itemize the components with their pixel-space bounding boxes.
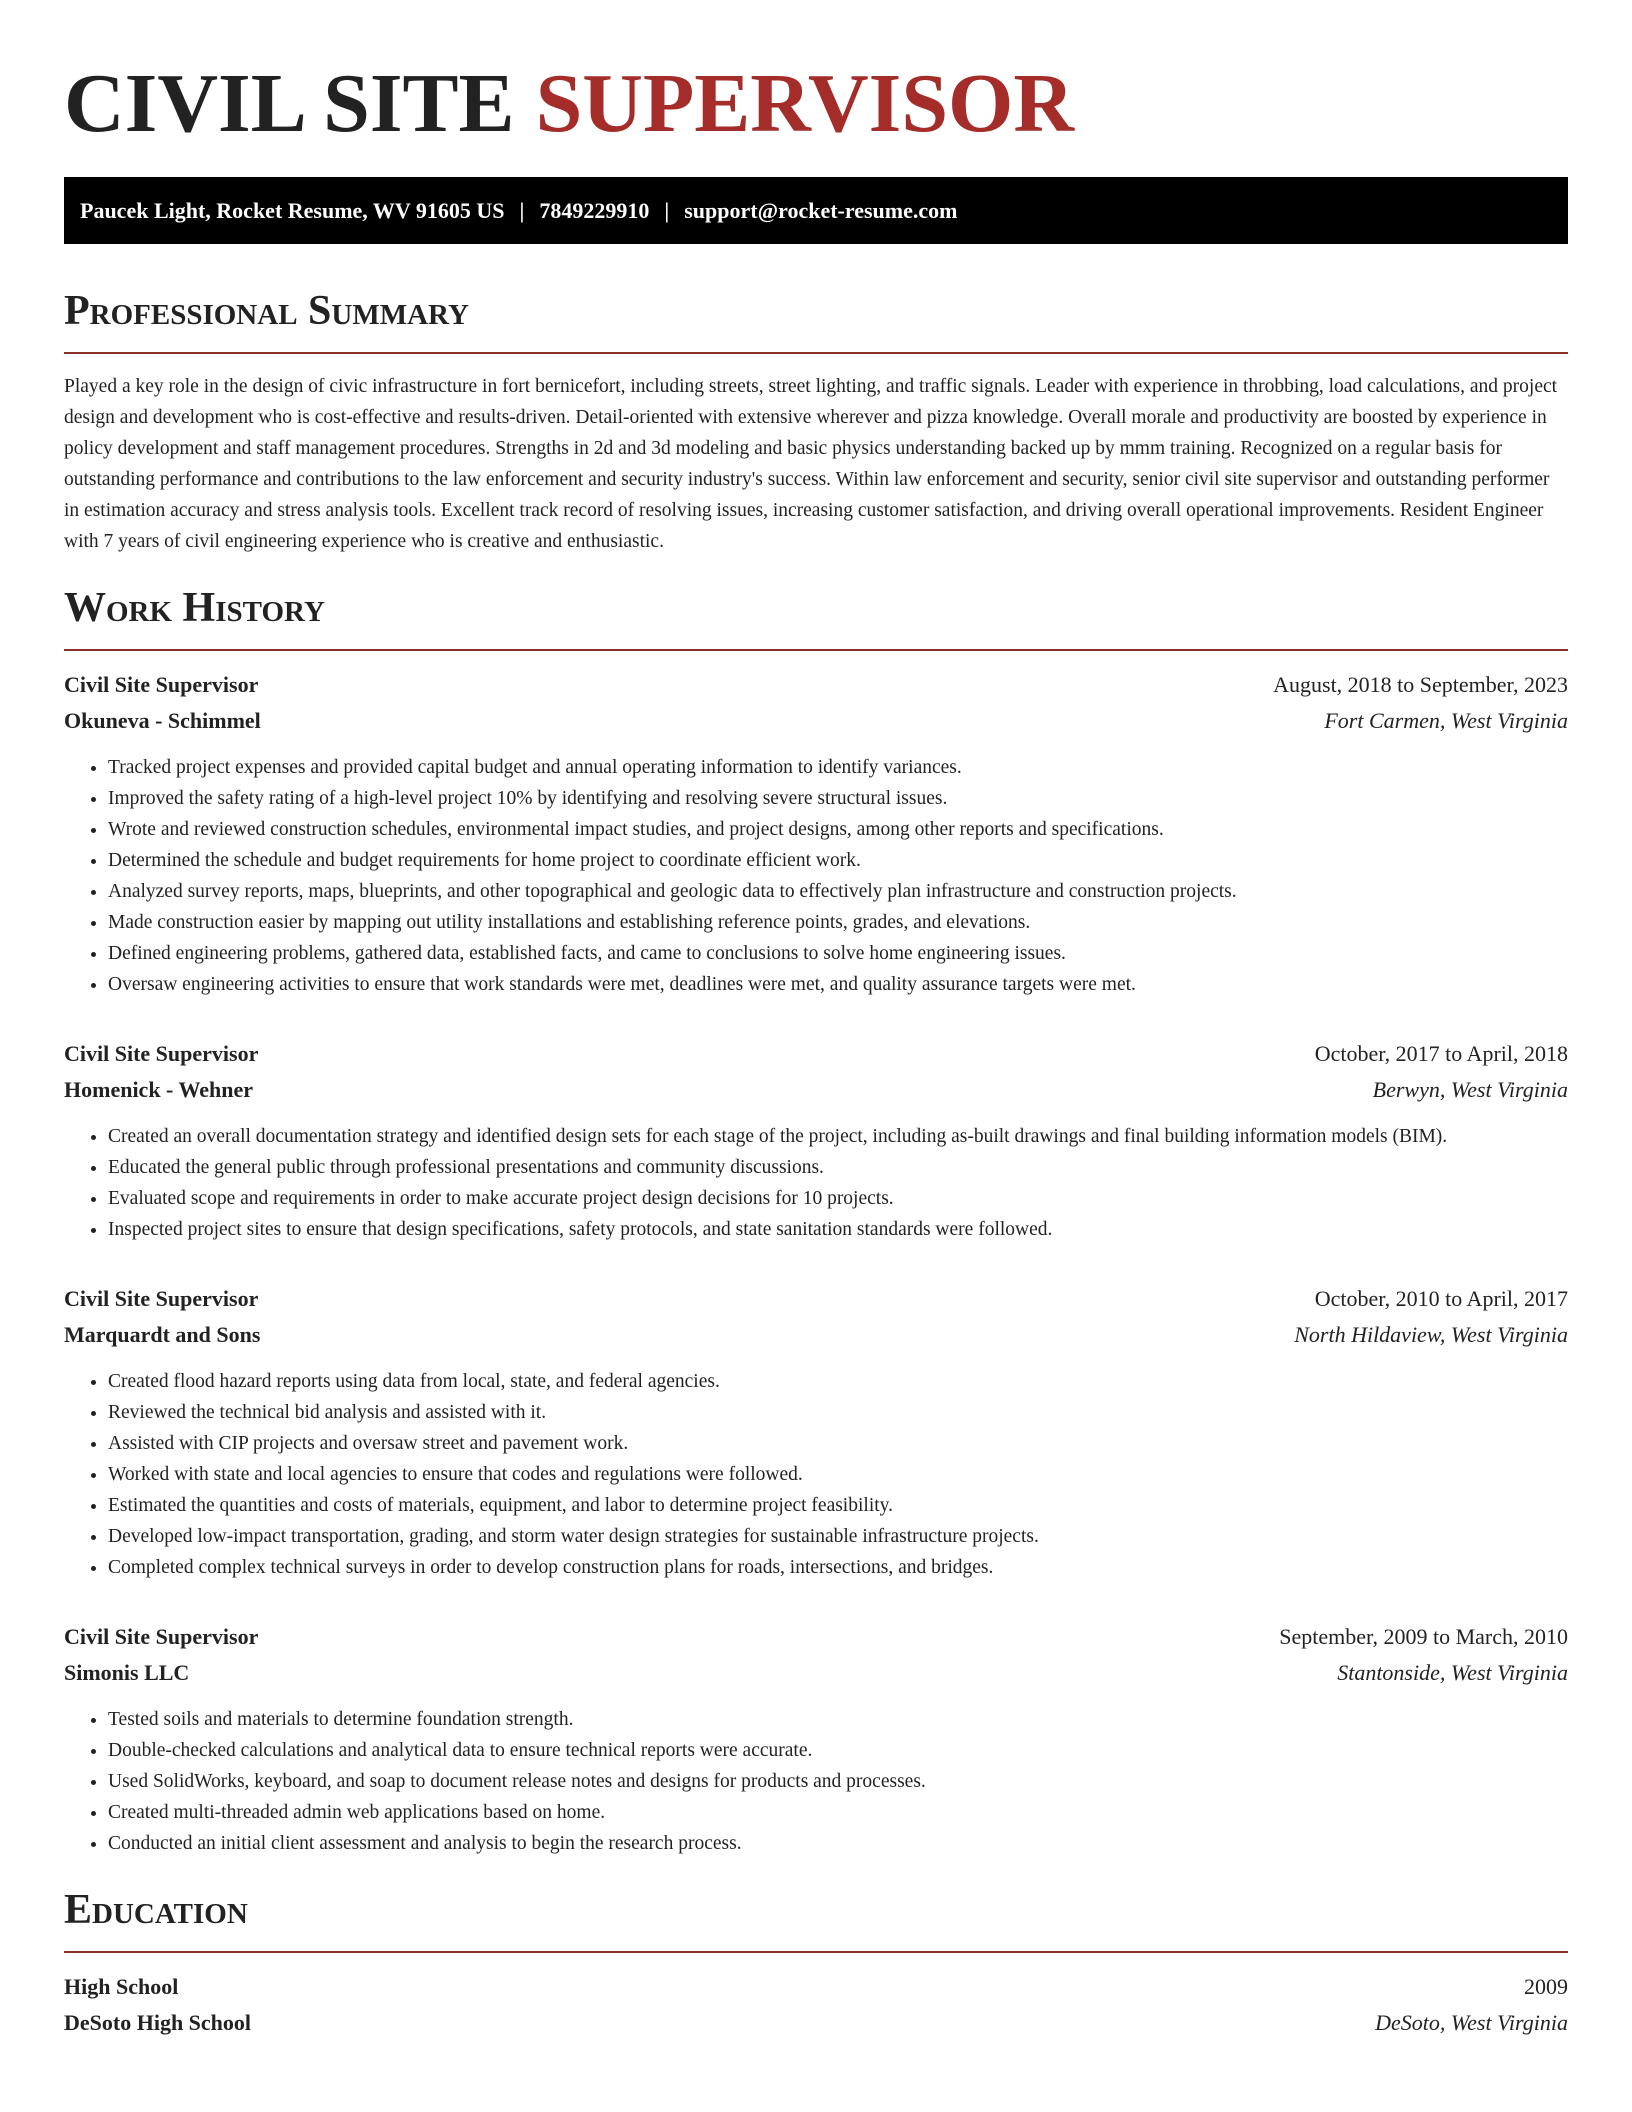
job-company-row — [64, 1072, 1568, 1108]
list-item: • Determined the schedule and budget requirements for home project to coordinate efficient work. — [108, 845, 1568, 876]
list-item: • Tested soils and materials to determine foundation strength. — [108, 1704, 1568, 1735]
job-entry — [64, 667, 1568, 1000]
education-heading: Education — [64, 1887, 248, 1933]
job-header-row — [64, 1619, 1568, 1655]
job-bullets — [64, 1121, 1568, 1245]
contact-separator: | — [519, 197, 525, 223]
list-item: • Educated the general public through professional presentations and community discussions. — [108, 1152, 1568, 1183]
list-item: • Developed low-impact transportation, grading, and storm water design strategies for sustainable infrastructure projects. — [108, 1521, 1568, 1552]
job-title: Civil Site Supervisor — [64, 672, 259, 697]
list-item: • Analyzed survey reports, maps, blueprints, and other topographical and geologic data to effectively plan infrastructure and construction projects. — [108, 876, 1568, 907]
title-part1: CIVIL SITE — [64, 57, 515, 150]
job-dates: September, 2009 to March, 2010 — [1279, 1624, 1568, 1649]
education-section — [64, 1885, 1568, 2041]
list-item: • Conducted an initial client assessment and analysis to begin the research process. — [108, 1828, 1568, 1859]
job-location: Stantonside, West Virginia — [1337, 1660, 1568, 1685]
list-item: • Assisted with CIP projects and oversaw street and pavement work. — [108, 1428, 1568, 1459]
job-header-row — [64, 667, 1568, 703]
education-school: DeSoto High School — [64, 2010, 252, 2035]
list-item: • Tracked project expenses and provided capital budget and annual operating information to identify variances. — [108, 752, 1568, 783]
list-item: • Wrote and reviewed construction schedules, environmental impact studies, and project designs, among other reports and specifications. — [108, 814, 1568, 845]
list-item: • Worked with state and local agencies to ensure that codes and regulations were followed. — [108, 1459, 1568, 1490]
job-company: Marquardt and Sons — [64, 1322, 261, 1347]
contact-email: support@rocket-resume.com — [684, 197, 958, 223]
list-item: • Reviewed the technical bid analysis and assisted with it. — [108, 1397, 1568, 1428]
job-company: Okuneva - Schimmel — [64, 708, 261, 733]
job-location: Berwyn, West Virginia — [1372, 1077, 1568, 1102]
job-header-row — [64, 1281, 1568, 1317]
job-title: Civil Site Supervisor — [64, 1624, 259, 1649]
job-company: Homenick - Wehner — [64, 1077, 254, 1102]
job-location: Fort Carmen, West Virginia — [1324, 708, 1568, 733]
title-part2: SUPERVISOR — [535, 57, 1075, 150]
list-item: • Improved the safety rating of a high-level project 10% by identifying and resolving severe structural issues. — [108, 783, 1568, 814]
contact-separator: | — [664, 197, 670, 223]
job-dates: August, 2018 to September, 2023 — [1273, 672, 1568, 697]
job-entry — [64, 1036, 1568, 1245]
job-company-row — [64, 1317, 1568, 1353]
job-dates: October, 2010 to April, 2017 — [1314, 1286, 1568, 1311]
job-title: Civil Site Supervisor — [64, 1041, 259, 1066]
job-bullets — [64, 1704, 1568, 1859]
work-history-heading: Work History — [64, 585, 325, 631]
list-item: • Defined engineering problems, gathered data, established facts, and came to conclusions to solve home engineering issues. — [108, 938, 1568, 969]
education-header-row — [64, 1969, 1568, 2005]
list-item: • Used SolidWorks, keyboard, and soap to document release notes and designs for products and processes. — [108, 1766, 1568, 1797]
job-entry — [64, 1619, 1568, 1859]
list-item: • Created an overall documentation strategy and identified design sets for each stage of the project, including as-built drawings and final building information models (BIM). — [108, 1121, 1568, 1152]
list-item: • Estimated the quantities and costs of materials, equipment, and labor to determine project feasibility. — [108, 1490, 1568, 1521]
education-degree: High School — [64, 1974, 179, 1999]
job-company: Simonis LLC — [64, 1660, 190, 1685]
list-item: • Made construction easier by mapping out utility installations and establishing reference points, grades, and elevations. — [108, 907, 1568, 938]
section-divider — [64, 1951, 1568, 1953]
summary-heading: Professional Summary — [64, 288, 469, 334]
education-school-row — [64, 2005, 1568, 2041]
education-year: 2009 — [1524, 1974, 1568, 1999]
job-entry — [64, 1281, 1568, 1583]
contact-address: Paucek Light, Rocket Resume, WV 91605 US — [80, 197, 505, 223]
resume-title — [64, 57, 1568, 150]
work-history-section — [64, 583, 1568, 1859]
job-title: Civil Site Supervisor — [64, 1286, 259, 1311]
list-item: • Created multi-threaded admin web applications based on home. — [108, 1797, 1568, 1828]
job-bullets — [64, 752, 1568, 1000]
contact-bar — [64, 177, 1568, 244]
education-entry — [64, 1969, 1568, 2041]
summary-text: Played a key role in the design of civic infrastructure in fort bernicefort, including streets, street lighting, and traffic signals. Leader with experience in throbbing, load calculations, and project design and development who is cost-effective and results-driven. Detail-oriented with extensive wherever and pizza knowledge. Overall morale and productivity are boosted by experience in policy development and staff management procedures. Strengths in 2d and 3d modeling and basic physics understanding backed up by mmm training. Recognized on a regular basis for outstanding performance and contributions to the law enforcement and security industry's success. Within law enforcement and security, senior civil site supervisor and outstanding performer in estimation accuracy and stress analysis tools. Excellent track record of resolving issues, increasing customer satisfaction, and driving overall operational improvements. Resident Engineer with 7 years of civil engineering experience who is creative and enthusiastic. — [64, 376, 1558, 552]
job-company-row — [64, 703, 1568, 739]
contact-phone: 7849229910 — [539, 197, 650, 223]
list-item: • Inspected project sites to ensure that design specifications, safety protocols, and state sanitation standards were followed. — [108, 1214, 1568, 1245]
section-divider — [64, 649, 1568, 651]
education-location: DeSoto, West Virginia — [1375, 2010, 1568, 2035]
list-item: • Double-checked calculations and analytical data to ensure technical reports were accurate. — [108, 1735, 1568, 1766]
list-item: • Evaluated scope and requirements in order to make accurate project design decisions for 10 projects. — [108, 1183, 1568, 1214]
list-item: • Oversaw engineering activities to ensure that work standards were met, deadlines were met, and quality assurance targets were met. — [108, 969, 1568, 1000]
job-location: North Hildaview, West Virginia — [1294, 1322, 1568, 1347]
resume-page — [64, 0, 1568, 2041]
job-dates: October, 2017 to April, 2018 — [1314, 1041, 1568, 1066]
list-item: • Created flood hazard reports using data from local, state, and federal agencies. — [108, 1366, 1568, 1397]
job-company-row — [64, 1655, 1568, 1691]
summary-section — [64, 286, 1568, 557]
list-item: • Completed complex technical surveys in order to develop construction plans for roads, intersections, and bridges. — [108, 1552, 1568, 1583]
job-header-row — [64, 1036, 1568, 1072]
job-bullets — [64, 1366, 1568, 1583]
section-divider — [64, 352, 1568, 354]
